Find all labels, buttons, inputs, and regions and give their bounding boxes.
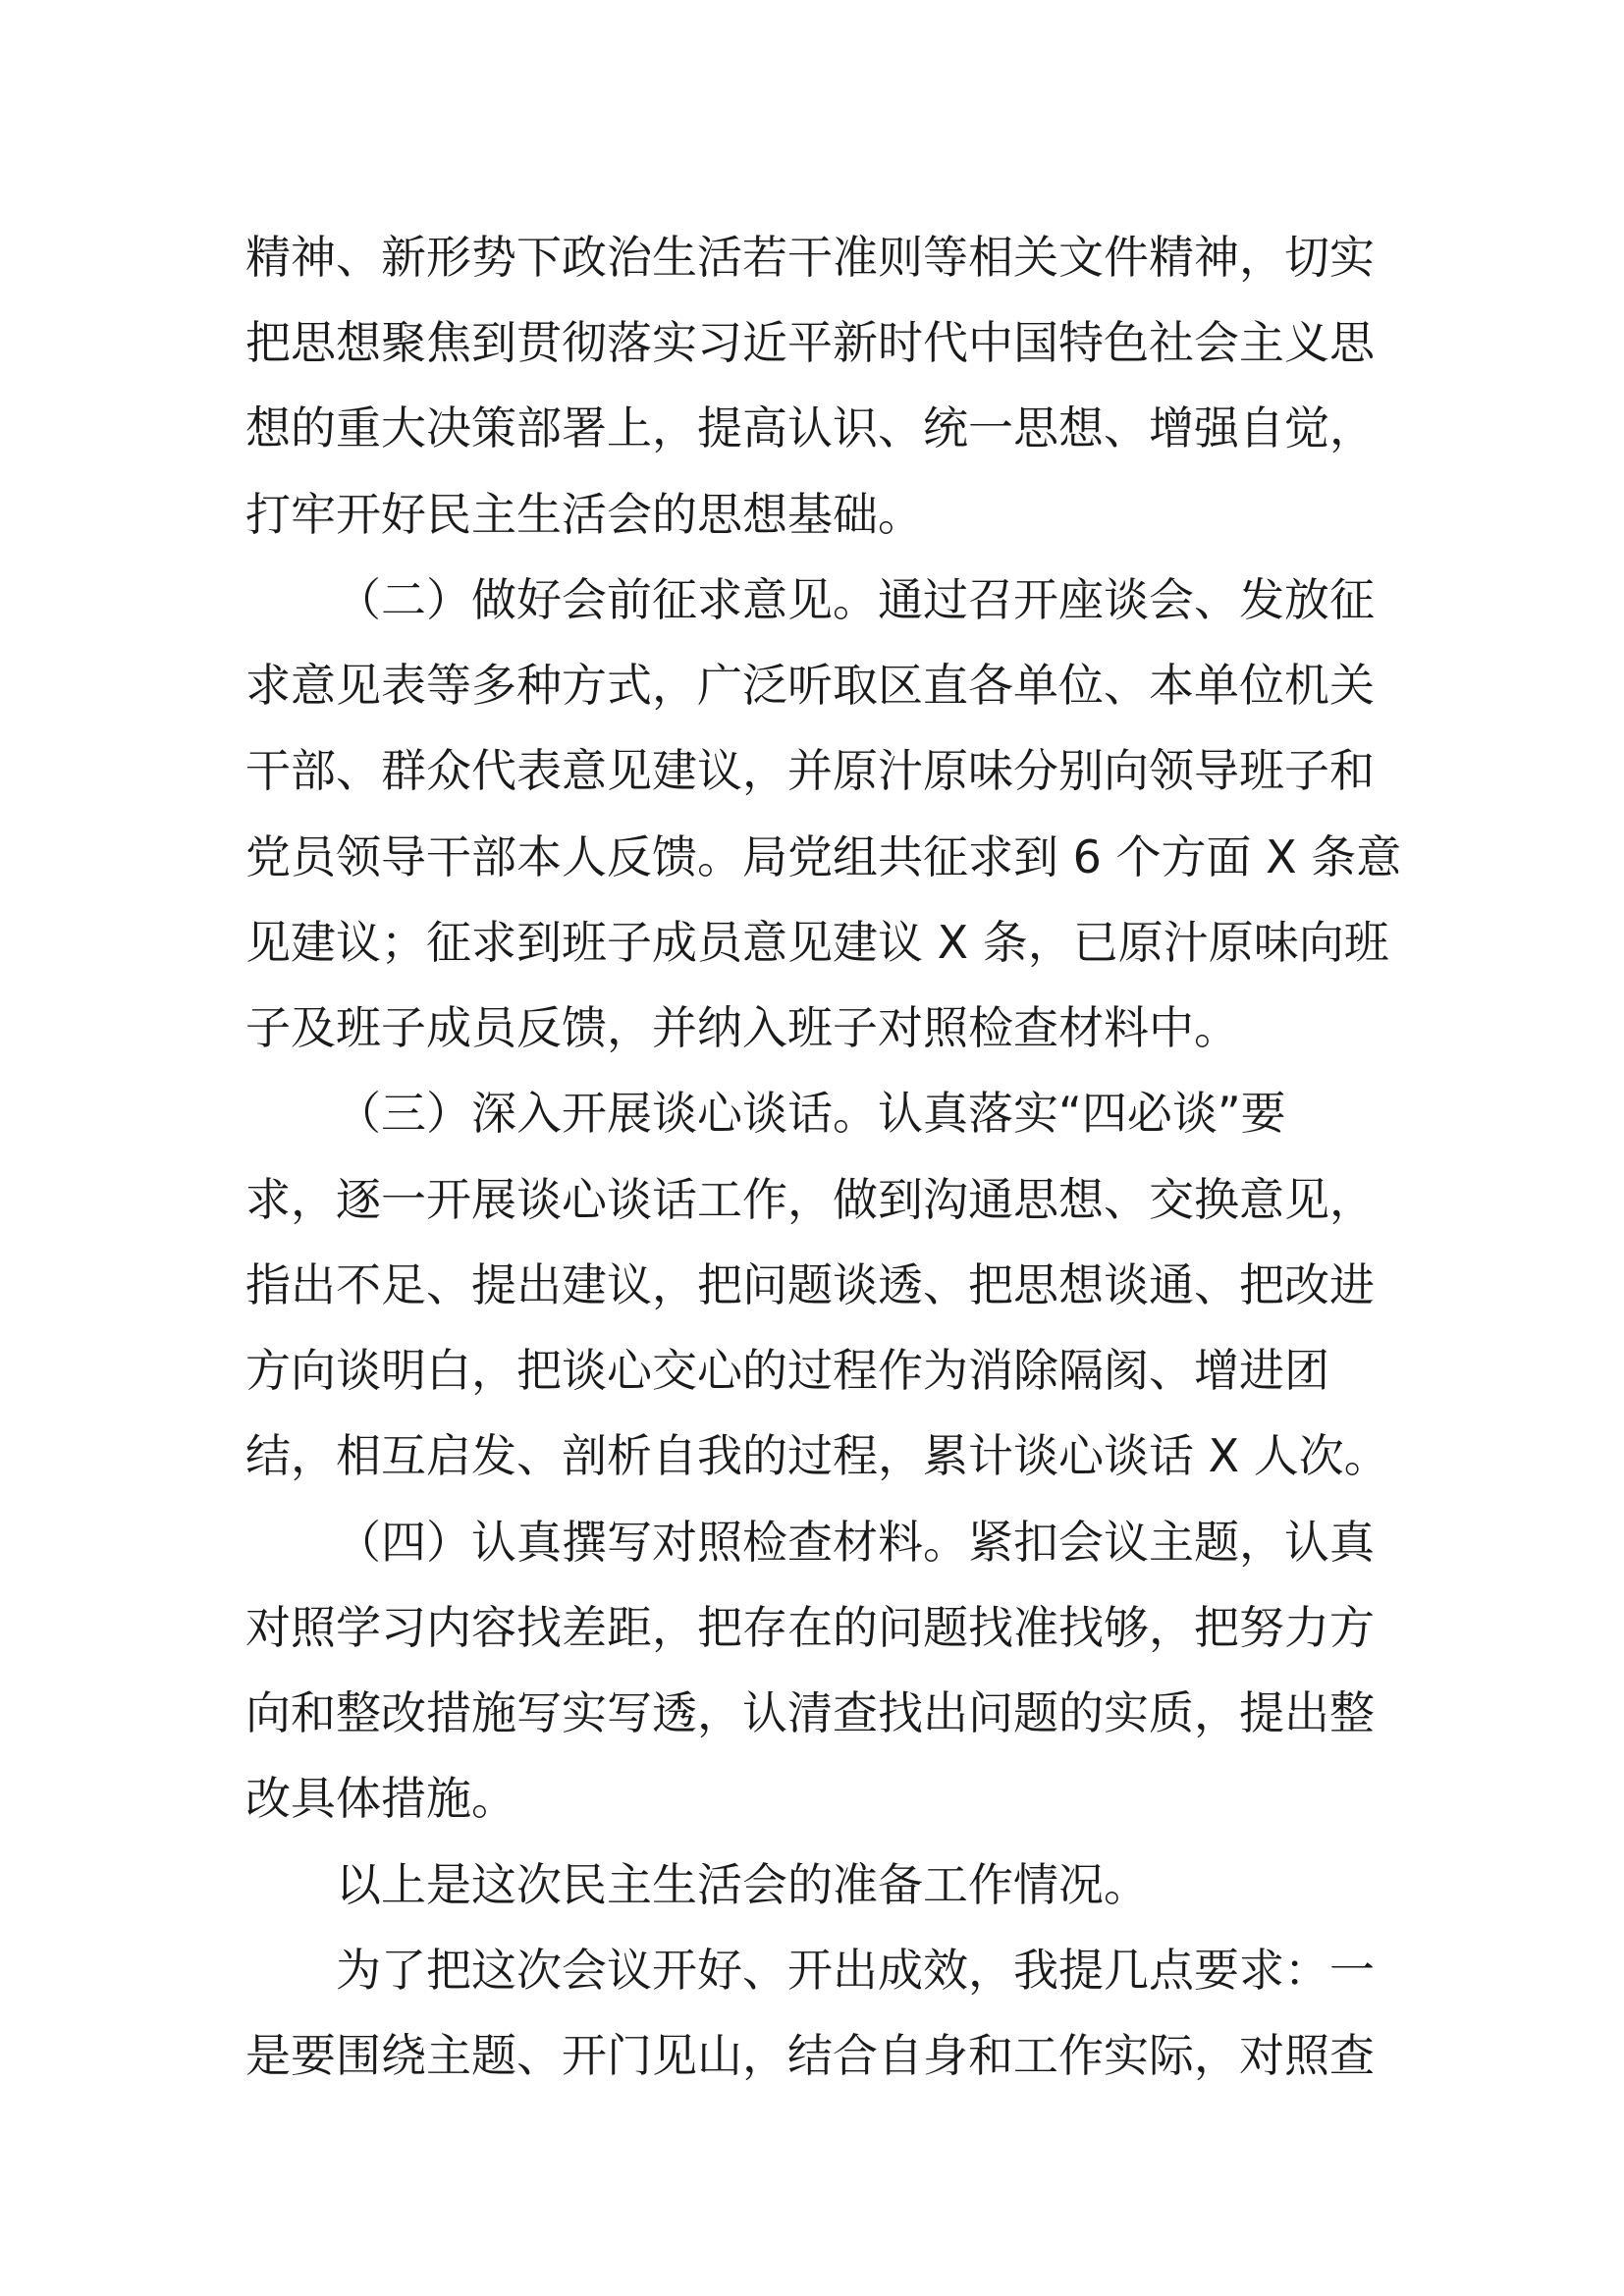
text-line: 向和整改措施写实写透，认清查找出问题的实质，提出整 [245, 1686, 1375, 1739]
text-line: 改具体措施。 [245, 1772, 516, 1825]
text-line: 结，相互启发、剖析自我的过程，累计谈心谈话 X 人次。 [245, 1429, 1389, 1482]
text-line: 方向谈明白，把谈心交心的过程作为消除隔阂、增进团 [245, 1344, 1329, 1397]
text-line: 干部、群众代表意见建议，并原汁原味分别向领导班子和 [245, 744, 1375, 797]
text-line: 党员领导干部本人反馈。局党组共征求到 6 个方面 X 条意 [245, 830, 1402, 883]
text-line: 见建议；征求到班子成员意见建议 X 条，已原汁原味向班 [245, 916, 1389, 969]
text-line: 精神、新形势下政治生活若干准则等相关文件精神，切实 [245, 231, 1375, 284]
paragraph-heading-2: （二）做好会前征求意见。通过召开座谈会、发放征 [336, 573, 1375, 626]
paragraph-heading-4: （四）认真撰写对照检查材料。紧扣会议主题，认真 [336, 1516, 1375, 1569]
text-line: 子及班子成员反馈，并纳入班子对照检查材料中。 [245, 1001, 1239, 1054]
summary-paragraph: 以上是这次民主生活会的准备工作情况。 [336, 1858, 1149, 1911]
requirements-paragraph: 为了把这次会议开好、开出成效，我提几点要求：一 [336, 1944, 1375, 1997]
text-line: 指出不足、提出建议，把问题谈透、把思想谈通、把改进 [245, 1258, 1375, 1311]
text-line: 对照学习内容找差距，把存在的问题找准找够，把努力方 [245, 1601, 1375, 1654]
text-line: 打牢开好民主生活会的思想基础。 [245, 488, 923, 541]
paragraph-heading-3: （三）深入开展谈心谈话。认真落实“四必谈”要 [336, 1087, 1286, 1140]
text-line: 想的重大决策部署上，提高认识、统一思想、增强自觉， [245, 401, 1375, 454]
text-line: 求，逐一开展谈心谈话工作，做到沟通思想、交换意见， [245, 1173, 1375, 1226]
text-line: 把思想聚焦到贯彻落实习近平新时代中国特色社会主义思 [245, 316, 1375, 369]
text-line: 是要围绕主题、开门见山，结合自身和工作实际，对照查 [245, 2029, 1375, 2082]
text-line: 求意见表等多种方式，广泛听取区直各单位、本单位机关 [245, 659, 1375, 712]
